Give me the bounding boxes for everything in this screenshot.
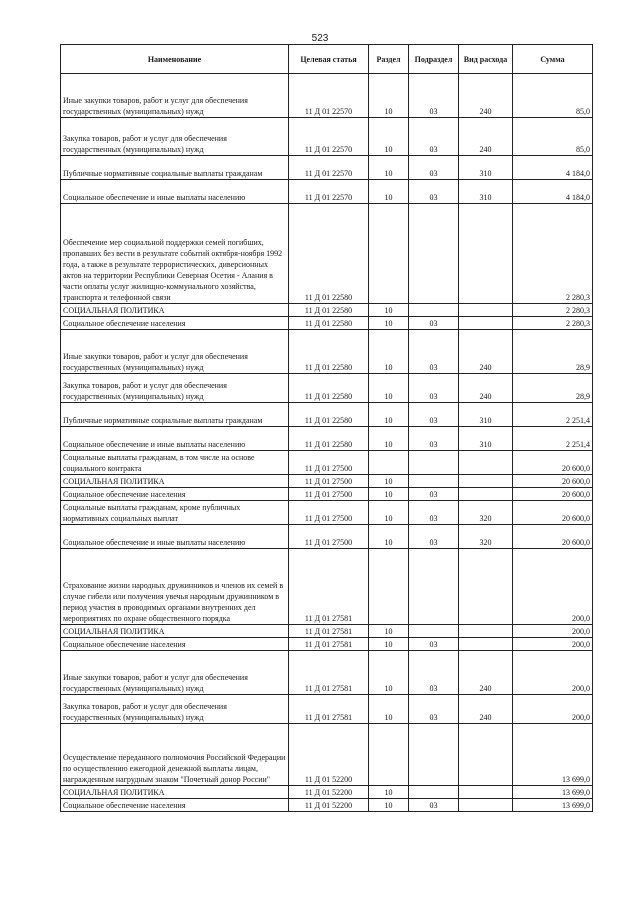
cell-target-article: 11 Д 01 27500	[289, 525, 369, 549]
cell-target-article: 11 Д 01 27581	[289, 651, 369, 695]
table-row	[61, 204, 593, 304]
cell-section	[369, 549, 409, 625]
cell-expense-kind: 310	[459, 156, 513, 180]
cell-expense-kind: 320	[459, 501, 513, 525]
cell-subsection: 03	[409, 638, 459, 651]
cell-target-article: 11 Д 01 22580	[289, 204, 369, 304]
cell-sum: 2 280,3	[513, 317, 593, 330]
cell-section: 10	[369, 403, 409, 427]
cell-name: Социальное обеспечение и иные выплаты населению	[61, 180, 289, 204]
table-row	[61, 695, 593, 724]
cell-target-article: 11 Д 01 27581	[289, 549, 369, 625]
cell-sum: 200,0	[513, 638, 593, 651]
cell-subsection: 03	[409, 74, 459, 118]
cell-name: Социальное обеспечение населения	[61, 488, 289, 501]
cell-subsection: 03	[409, 427, 459, 451]
table-row	[61, 799, 593, 812]
cell-subsection	[409, 475, 459, 488]
table-row	[61, 304, 593, 317]
cell-expense-kind	[459, 451, 513, 475]
cell-target-article: 11 Д 01 22580	[289, 403, 369, 427]
cell-name: Иные закупки товаров, работ и услуг для обеспечения государственных (муниципальных) нужд	[61, 330, 289, 374]
cell-subsection: 03	[409, 374, 459, 403]
cell-section: 10	[369, 625, 409, 638]
cell-section: 10	[369, 525, 409, 549]
table-row	[61, 118, 593, 156]
table-row	[61, 317, 593, 330]
cell-target-article: 11 Д 01 22580	[289, 330, 369, 374]
cell-section: 10	[369, 695, 409, 724]
cell-section	[369, 451, 409, 475]
cell-expense-kind: 240	[459, 374, 513, 403]
page-number: 523	[311, 33, 329, 44]
cell-subsection: 03	[409, 317, 459, 330]
cell-expense-kind	[459, 786, 513, 799]
header-target-article: Целевая статья	[289, 45, 369, 74]
cell-name: Обеспечение мер социальной поддержки семей погибших, пропавших без вести в результате событий октября-ноября 1992 года, а также в результате террористических, диверсионных актов на территории Республики Северная Осетия - Алания в части оплаты услуг жилищно-коммунального хозяйства, транспорта и телефонной связи	[61, 204, 289, 304]
cell-expense-kind: 240	[459, 330, 513, 374]
table-header-row	[61, 45, 593, 74]
cell-subsection: 03	[409, 118, 459, 156]
cell-subsection	[409, 724, 459, 786]
table-row	[61, 475, 593, 488]
header-sum: Сумма	[513, 45, 593, 74]
cell-name: Иные закупки товаров, работ и услуг для обеспечения государственных (муниципальных) нужд	[61, 74, 289, 118]
cell-expense-kind	[459, 549, 513, 625]
cell-target-article: 11 Д 01 22570	[289, 156, 369, 180]
cell-expense-kind: 240	[459, 651, 513, 695]
table-row	[61, 180, 593, 204]
cell-sum: 200,0	[513, 651, 593, 695]
cell-target-article: 11 Д 01 22570	[289, 180, 369, 204]
cell-section: 10	[369, 74, 409, 118]
cell-sum: 20 600,0	[513, 501, 593, 525]
cell-sum: 4 184,0	[513, 156, 593, 180]
table-row	[61, 549, 593, 625]
cell-sum: 85,0	[513, 74, 593, 118]
cell-expense-kind	[459, 488, 513, 501]
cell-name: СОЦИАЛЬНАЯ ПОЛИТИКА	[61, 475, 289, 488]
cell-name: Закупка товаров, работ и услуг для обеспечения государственных (муниципальных) нужд	[61, 695, 289, 724]
cell-name: Иные закупки товаров, работ и услуг для обеспечения государственных (муниципальных) нужд	[61, 651, 289, 695]
cell-target-article: 11 Д 01 52200	[289, 786, 369, 799]
cell-sum: 20 600,0	[513, 451, 593, 475]
cell-section: 10	[369, 427, 409, 451]
cell-expense-kind	[459, 317, 513, 330]
cell-expense-kind	[459, 724, 513, 786]
cell-sum: 20 600,0	[513, 525, 593, 549]
cell-target-article: 11 Д 01 22580	[289, 304, 369, 317]
cell-expense-kind	[459, 799, 513, 812]
cell-section	[369, 204, 409, 304]
cell-sum: 200,0	[513, 625, 593, 638]
cell-section: 10	[369, 304, 409, 317]
cell-target-article: 11 Д 01 22570	[289, 74, 369, 118]
table-row	[61, 525, 593, 549]
cell-sum: 20 600,0	[513, 475, 593, 488]
table-row	[61, 501, 593, 525]
table-row	[61, 330, 593, 374]
cell-expense-kind: 240	[459, 118, 513, 156]
cell-subsection: 03	[409, 501, 459, 525]
cell-sum: 2 280,3	[513, 204, 593, 304]
cell-sum: 2 251,4	[513, 427, 593, 451]
cell-name: СОЦИАЛЬНАЯ ПОЛИТИКА	[61, 786, 289, 799]
table-row	[61, 625, 593, 638]
cell-target-article: 11 Д 01 27581	[289, 625, 369, 638]
cell-section: 10	[369, 330, 409, 374]
header-name: Наименование	[61, 45, 289, 74]
cell-section: 10	[369, 475, 409, 488]
header-section: Раздел	[369, 45, 409, 74]
table-body	[61, 74, 593, 812]
cell-subsection: 03	[409, 651, 459, 695]
cell-subsection	[409, 204, 459, 304]
cell-expense-kind	[459, 625, 513, 638]
cell-target-article: 11 Д 01 27500	[289, 475, 369, 488]
cell-sum: 20 600,0	[513, 488, 593, 501]
cell-name: Социальное обеспечение населения	[61, 638, 289, 651]
cell-expense-kind: 310	[459, 403, 513, 427]
table-row	[61, 638, 593, 651]
cell-expense-kind	[459, 304, 513, 317]
cell-name: СОЦИАЛЬНАЯ ПОЛИТИКА	[61, 304, 289, 317]
cell-name: Социальные выплаты гражданам, кроме публичных нормативных социальных выплат	[61, 501, 289, 525]
cell-sum: 13 699,0	[513, 799, 593, 812]
cell-section: 10	[369, 118, 409, 156]
cell-name: Социальное обеспечение и иные выплаты населению	[61, 427, 289, 451]
cell-target-article: 11 Д 01 22580	[289, 317, 369, 330]
cell-expense-kind	[459, 638, 513, 651]
cell-name: Социальное обеспечение и иные выплаты населению	[61, 525, 289, 549]
cell-subsection	[409, 304, 459, 317]
cell-section: 10	[369, 786, 409, 799]
table-row	[61, 403, 593, 427]
table-row	[61, 786, 593, 799]
cell-expense-kind: 240	[459, 695, 513, 724]
cell-target-article: 11 Д 01 27581	[289, 638, 369, 651]
cell-section: 10	[369, 180, 409, 204]
cell-target-article: 11 Д 01 22580	[289, 427, 369, 451]
cell-target-article: 11 Д 01 27500	[289, 488, 369, 501]
cell-name: Социальные выплаты гражданам, в том числе на основе социального контракта	[61, 451, 289, 475]
budget-table	[60, 44, 593, 812]
cell-section	[369, 724, 409, 786]
cell-sum: 28,9	[513, 330, 593, 374]
table-row	[61, 488, 593, 501]
cell-subsection: 03	[409, 156, 459, 180]
cell-name: СОЦИАЛЬНАЯ ПОЛИТИКА	[61, 625, 289, 638]
cell-subsection: 03	[409, 488, 459, 501]
cell-section: 10	[369, 799, 409, 812]
cell-subsection	[409, 549, 459, 625]
cell-name: Публичные нормативные социальные выплаты гражданам	[61, 156, 289, 180]
cell-target-article: 11 Д 01 52200	[289, 724, 369, 786]
cell-expense-kind: 320	[459, 525, 513, 549]
cell-subsection	[409, 786, 459, 799]
cell-subsection: 03	[409, 180, 459, 204]
cell-sum: 85,0	[513, 118, 593, 156]
cell-subsection: 03	[409, 525, 459, 549]
cell-sum: 2 280,3	[513, 304, 593, 317]
cell-sum: 13 699,0	[513, 786, 593, 799]
table-row	[61, 74, 593, 118]
cell-sum: 200,0	[513, 549, 593, 625]
cell-target-article: 11 Д 01 27500	[289, 501, 369, 525]
cell-sum: 200,0	[513, 695, 593, 724]
cell-section: 10	[369, 638, 409, 651]
cell-section: 10	[369, 651, 409, 695]
cell-subsection	[409, 451, 459, 475]
cell-target-article: 11 Д 01 27581	[289, 695, 369, 724]
cell-subsection: 03	[409, 695, 459, 724]
cell-section: 10	[369, 317, 409, 330]
cell-sum: 13 699,0	[513, 724, 593, 786]
table-row	[61, 724, 593, 786]
cell-target-article: 11 Д 01 27500	[289, 451, 369, 475]
cell-section: 10	[369, 374, 409, 403]
cell-expense-kind: 310	[459, 427, 513, 451]
cell-subsection	[409, 625, 459, 638]
cell-name: Публичные нормативные социальные выплаты гражданам	[61, 403, 289, 427]
cell-sum: 4 184,0	[513, 180, 593, 204]
cell-expense-kind: 240	[459, 74, 513, 118]
cell-name: Социальное обеспечение населения	[61, 317, 289, 330]
table-row	[61, 651, 593, 695]
cell-target-article: 11 Д 01 52200	[289, 799, 369, 812]
cell-section: 10	[369, 156, 409, 180]
cell-subsection: 03	[409, 799, 459, 812]
cell-target-article: 11 Д 01 22570	[289, 118, 369, 156]
cell-expense-kind: 310	[459, 180, 513, 204]
header-expense-kind: Вид расхода	[459, 45, 513, 74]
cell-expense-kind	[459, 204, 513, 304]
table-row	[61, 427, 593, 451]
cell-name: Закупка товаров, работ и услуг для обеспечения государственных (муниципальных) нужд	[61, 118, 289, 156]
cell-target-article: 11 Д 01 22580	[289, 374, 369, 403]
cell-section: 10	[369, 501, 409, 525]
table-row	[61, 156, 593, 180]
cell-name: Социальное обеспечение населения	[61, 799, 289, 812]
table-row	[61, 451, 593, 475]
table-row	[61, 374, 593, 403]
cell-subsection: 03	[409, 330, 459, 374]
cell-name: Закупка товаров, работ и услуг для обеспечения государственных (муниципальных) нужд	[61, 374, 289, 403]
cell-section: 10	[369, 488, 409, 501]
cell-sum: 2 251,4	[513, 403, 593, 427]
header-subsection: Подраздел	[409, 45, 459, 74]
cell-subsection: 03	[409, 403, 459, 427]
cell-name: Страхование жизни народных дружинников и членов их семей в случае гибели или получения увечья народным дружинником в период участия в проводимых органами внутренних дел мероприятиях по охране общественного порядка	[61, 549, 289, 625]
cell-name: Осуществление переданного полномочия Российской Федерации по осуществлению ежегодной денежной выплаты лицам, награжденным нагрудным знаком "Почетный донор России"	[61, 724, 289, 786]
cell-sum: 28,9	[513, 374, 593, 403]
cell-expense-kind	[459, 475, 513, 488]
